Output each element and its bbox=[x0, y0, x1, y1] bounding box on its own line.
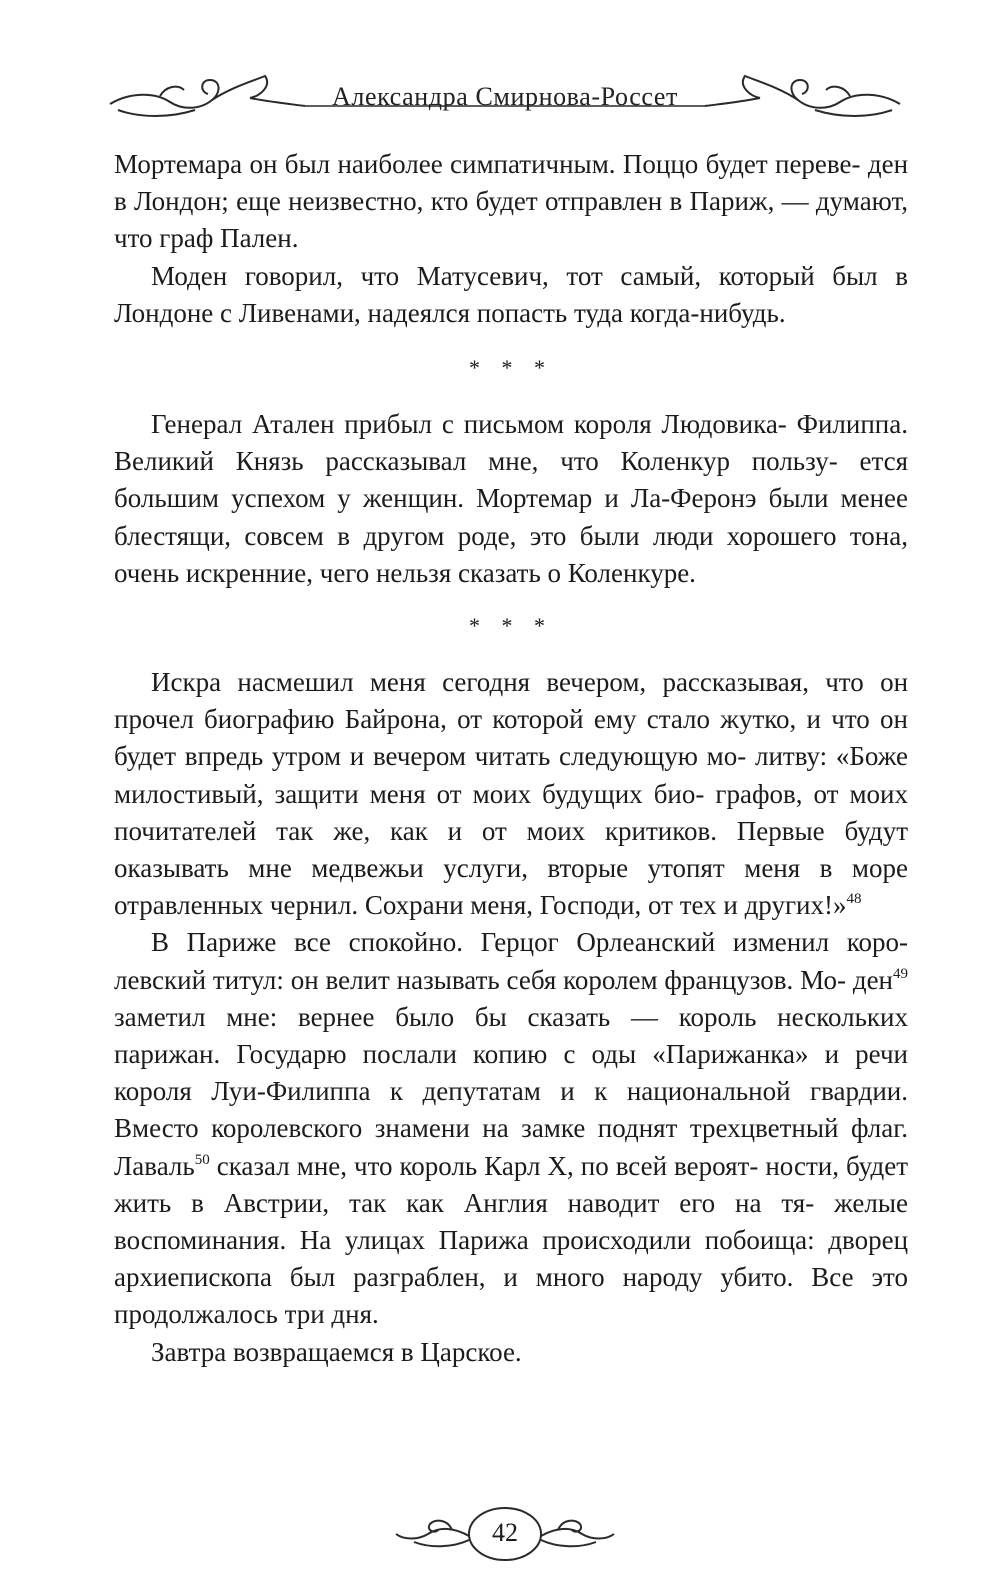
text-line: в Лондоне с Ливенами, надеялся попасть туда когда-нибудь. bbox=[114, 260, 909, 328]
text-line: Искра насмешил меня сегодня вечером, рассказывая, что bbox=[151, 667, 864, 698]
text-line: ется большим успехом у женщин. Мортемар и Ла-Феронэ были bbox=[114, 446, 908, 514]
footnote-marker: 48 bbox=[846, 891, 862, 908]
text-line: и что он будет впредь утром и вечером читать следующую мо- bbox=[114, 704, 909, 772]
text-line: меня в море отравленных чернил. Сохрани меня, Господи, от bbox=[114, 853, 908, 921]
text-line: Моден говорил, что Матусевич, тот самый, который был bbox=[151, 260, 878, 291]
text-line: левский титул: он велит называть себя королем французов. Мо- bbox=[114, 964, 846, 995]
text-line: парижан. Государю послали копию с оды «Парижанка» и речи bbox=[114, 1039, 908, 1070]
text-line: думают, что граф Пален. bbox=[114, 186, 909, 254]
text-line: флаг. Лаваль bbox=[114, 1113, 909, 1181]
text-line: ден bbox=[852, 964, 893, 995]
text-line: графов, от моих почитателей так же, как и от моих критиков. bbox=[114, 778, 909, 846]
paragraph bbox=[114, 924, 908, 1333]
footnote-marker: 49 bbox=[893, 965, 908, 982]
text-line: Генерал Атален прибыл с письмом короля Людовика- bbox=[151, 409, 787, 440]
text-line: Первые будут оказывать мне медвежьи услуги, вторые утопят bbox=[114, 815, 908, 884]
text-line: сказал мне, что король Карл X, по всей вероят- bbox=[209, 1150, 759, 1181]
paragraph bbox=[114, 1334, 908, 1371]
text-line: тех и других!» bbox=[679, 890, 847, 921]
paragraph bbox=[114, 406, 908, 592]
text-line: Вместо королевского знамени на замке поднят трехцветный bbox=[114, 1113, 839, 1144]
text-line: В Париже все спокойно. Герцог Орлеанский изменил коро- bbox=[151, 927, 908, 958]
section-separator: * * * bbox=[469, 355, 553, 381]
text-line: ности, будет жить в Австрии, так как Англия наводит его на тя- bbox=[114, 1150, 908, 1218]
paragraph bbox=[114, 664, 908, 924]
paragraph bbox=[114, 146, 908, 258]
page-body bbox=[114, 146, 908, 1371]
paragraph bbox=[114, 258, 908, 332]
footnote-marker: 50 bbox=[194, 1151, 210, 1168]
page-footer bbox=[390, 1500, 620, 1570]
text-line: это продолжалось три дня. bbox=[114, 1262, 908, 1330]
text-line: короля Луи-Филиппа к депутатам и к национальной гвардии. bbox=[114, 1076, 908, 1107]
text-line: ден в Лондон; еще неизвестно, кто будет отправлен в Париж, — bbox=[114, 149, 909, 217]
text-line: заметил мне: вернее было бы сказать — король нескольких bbox=[114, 1001, 908, 1032]
page-number: 42 bbox=[492, 1518, 518, 1547]
text-line: он прочел биографию Байрона, от которой ему стало жутко, bbox=[114, 667, 909, 735]
running-header bbox=[100, 62, 910, 132]
text-line: тона, очень искренние, чего нельзя сказать о Коленкуре. bbox=[114, 520, 908, 588]
text-line: желые воспоминания. На улицах Парижа происходили побоища: bbox=[114, 1187, 908, 1256]
text-line: Мортемара он был наиболее симпатичным. Поццо будет переве- bbox=[114, 149, 861, 179]
running-title: Александра Смирнова-Россет bbox=[332, 82, 678, 111]
section-separator: * * * bbox=[469, 613, 553, 639]
text-line: Завтра возвращаемся в Царское. bbox=[151, 1336, 522, 1367]
text-line: дворец архиепископа был разграблен, и много народу убито. Все bbox=[114, 1225, 909, 1293]
text-line: Филиппа. Великий Князь рассказывал мне, что Коленкур пользу- bbox=[114, 409, 908, 477]
text-line: литву: «Боже милостивый, защити меня от моих будущих био- bbox=[114, 741, 909, 809]
text-line: менее блестящи, совсем в другом роде, это были люди хорошего bbox=[114, 483, 909, 551]
